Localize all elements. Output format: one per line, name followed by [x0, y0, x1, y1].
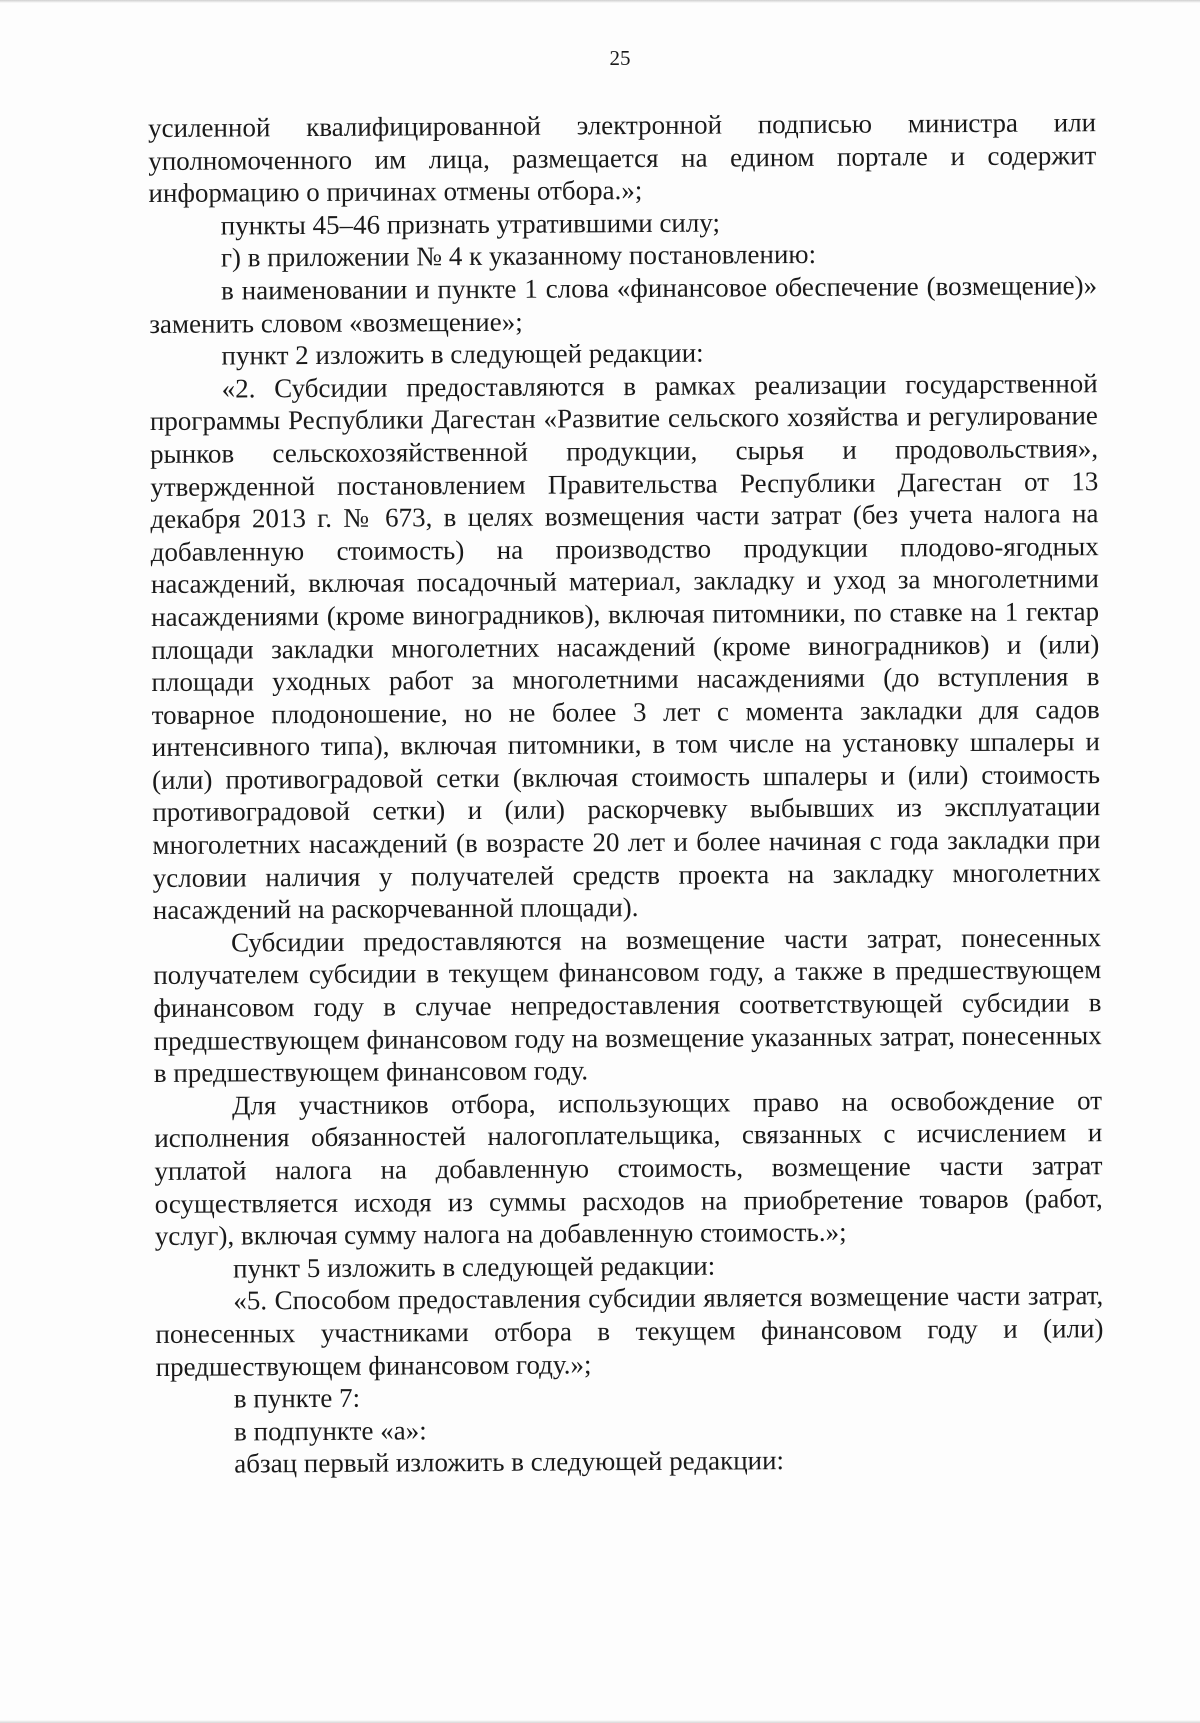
paragraph-subsidy-costs: Субсидии предоставляются на возмещение части затрат, понесенных получателем субсидии в текущем финансовом году, а также в предшествующем финансовом году в случае непредоставления соответствующей субсидии в предшествующем финансовом году на возмещение указанных затрат, понесенных в предшествующем финансовом году. — [153, 922, 1102, 1089]
paragraph-item-5-text: «5. Способом предоставления субсидии является возмещение части затрат, понесенных участниками отбора в текущем финансовом году и (или) предшествующем финансовом году.»; — [155, 1280, 1104, 1382]
paragraph-item-2-text: «2. Субсидии предоставляются в рамках реализации государственной программы Республики Дагестан «Развитие сельского хозяйства и регулирование рынков сельскохозяйственной продукции, сырья и продовольствия», утвержденной постановлением Правительства Республики Дагестан от 13 декабря 2013 г. № 673, в целях возмещения части затрат (без учета налога на добавленную стоимость) на производство продукции плодово-ягодных насаждений, включая посадочный материал, закладку и уход за многолетними насаждениями (кроме виноградников), включая питомники, по ставке на 1 гектар площади закладки многолетних насаждений (кроме виноградников) и (или) площади уходных работ за многолетними насаждениями (до вступления в товарное плодоношение, но не более 3 лет с момента закладки для садов интенсивного типа), включая питомники, в том числе на установку шпалеры и (или) противоградовой сетки (включая стоимость шпалеры и (или) стоимость противоградовой сетки) и (или) раскорчевку выбывших из эксплуатации многолетних насаждений (в возрасте 20 лет и более начиная с года закладки при условии наличия у получателей средств проекта на закладку многолетних насаждений на раскорчеванной площади). — [149, 367, 1101, 926]
paragraph-subitem-a: в подпункте «а»: — [233, 1415, 427, 1447]
paragraph-repeal: пункты 45–46 признать утратившими силу; — [220, 207, 721, 241]
document-body — [148, 106, 1104, 1481]
scan-edge-top — [0, 0, 1200, 3]
page-number: 25 — [609, 46, 631, 70]
paragraph-continuation: усиленной квалифицированной электронной подписью министра или уполномоченного им лица, размещается на едином портале и содержит информацию о причинах отмены отбора.»; — [148, 107, 1097, 209]
paragraph-item-7: в пункте 7: — [233, 1382, 361, 1414]
paragraph-item-5-intro: пункт 5 изложить в следующей редакции: — [232, 1250, 716, 1284]
paragraph-first-abzac: абзац первый изложить в следующей редакции: — [234, 1445, 785, 1479]
paragraph-item-2-intro: пункт 2 изложить в следующей редакции: — [221, 337, 704, 371]
paragraph-vat-exempt: Для участников отбора, использующих право на освобождение от исполнения обязанностей налогоплательщика, связанных с исчислением и уплатой налога на добавленную стоимость, возмещение части затрат осуществляется исходя из суммы расходов на приобретение товаров (работ, услуг), включая сумму налога на добавленную стоимость.»; — [154, 1085, 1103, 1252]
paragraph-name-change: в наименовании и пункте 1 слова «финансовое обеспечение (возмещение)» заменить словом «возмещение»; — [149, 270, 1098, 339]
paragraph-appendix-4: г) в приложении № 4 к указанному постановлению: — [220, 239, 817, 273]
